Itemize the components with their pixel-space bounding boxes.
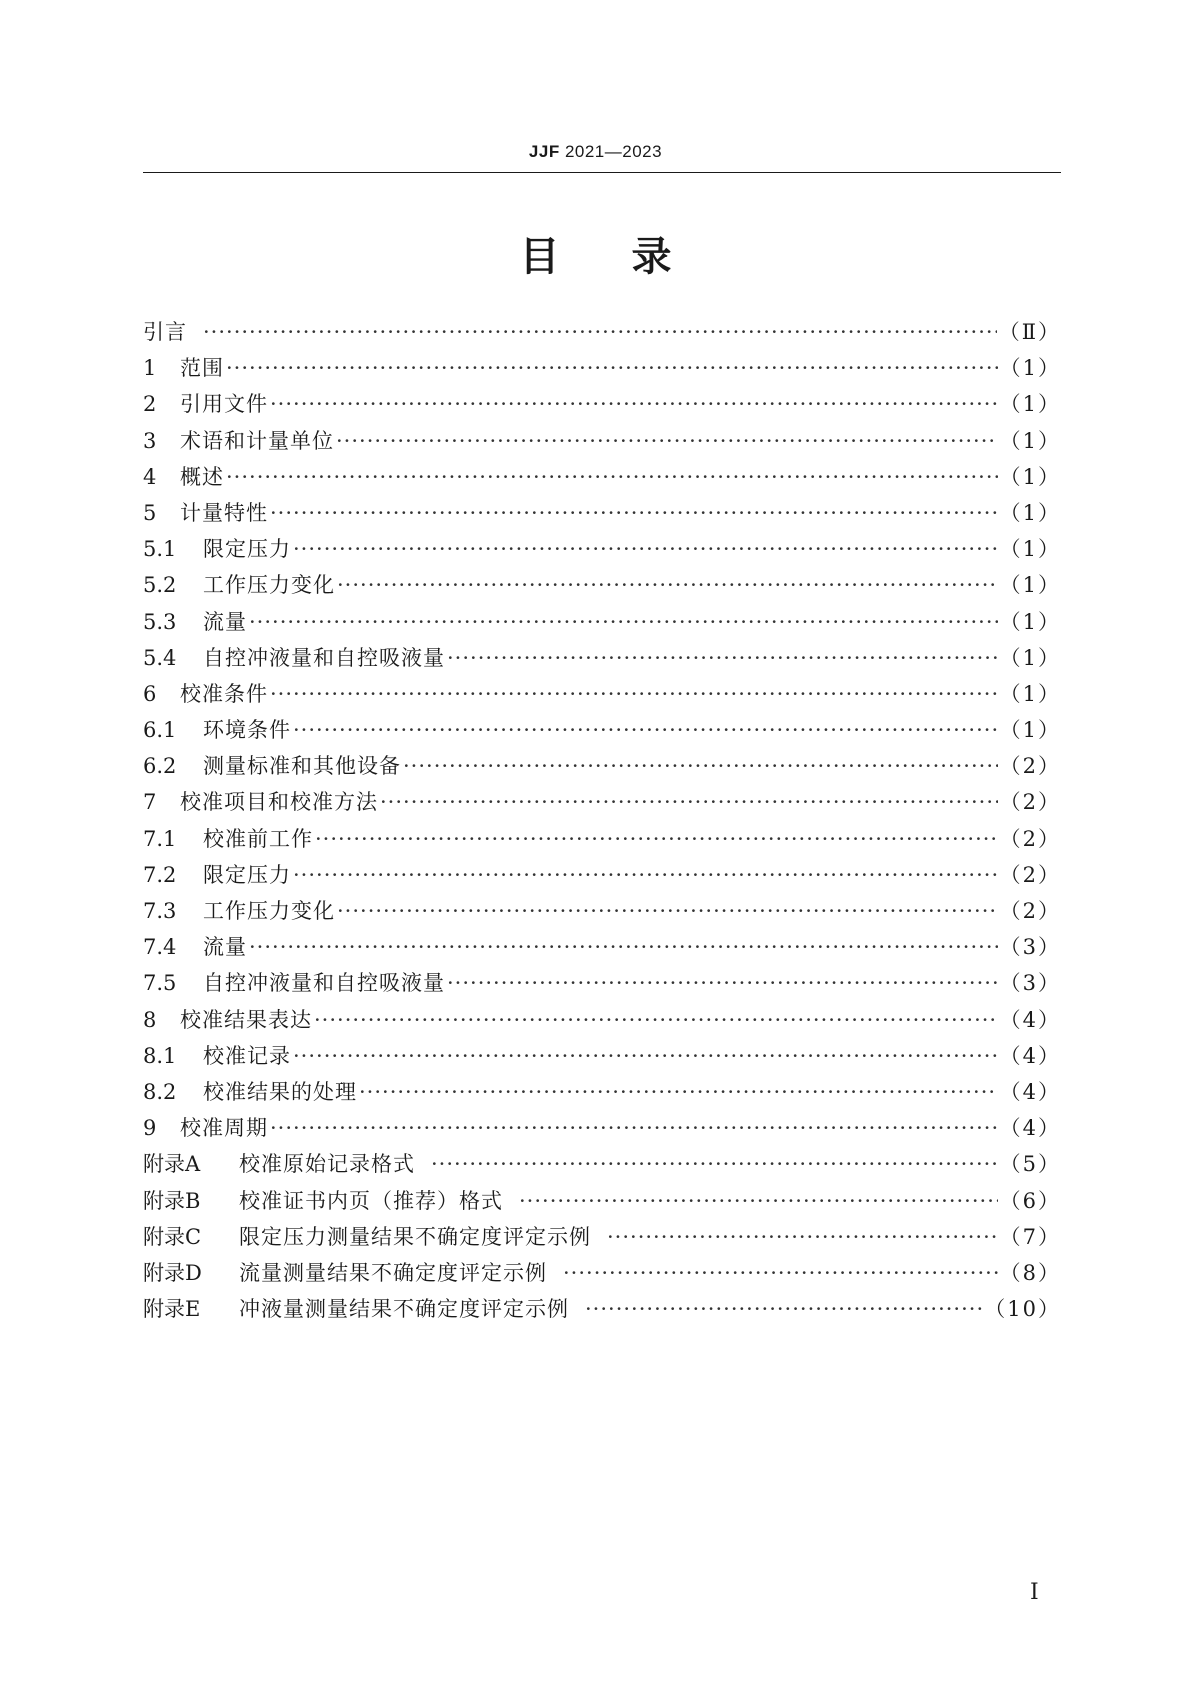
toc-entry-title: 校准证书内页（推荐）格式: [239, 1188, 503, 1213]
toc-entry[interactable]: [143, 388, 1061, 424]
toc-entry-title: 测量标准和其他设备: [203, 754, 401, 779]
toc-entry-page: （5）: [999, 1152, 1061, 1177]
toc-entry-number: 附录C: [143, 1224, 202, 1249]
toc-leader-dots: [431, 1152, 998, 1176]
toc-entry-page: （1）: [999, 718, 1061, 743]
toc-entry-page: （2）: [999, 754, 1061, 779]
toc-entry-page: （2）: [999, 862, 1061, 887]
toc-entry-title: 校准周期: [180, 1116, 268, 1141]
toc-entry-title: 术语和计量单位: [180, 428, 334, 453]
toc-entry-page: （1）: [999, 500, 1061, 525]
toc-entry-page: （1）: [999, 609, 1061, 634]
toc-entry[interactable]: [143, 967, 1061, 1003]
toc-entry-title: 校准结果的处理: [203, 1079, 357, 1104]
toc-entry-page: （1）: [999, 681, 1061, 706]
toc-entry-number: 8: [143, 1007, 157, 1032]
toc-entry-number: 7.4: [143, 935, 177, 960]
toc-entry-title: 校准条件: [180, 681, 268, 706]
toc-entry-page: （2）: [999, 899, 1061, 923]
toc-entry-title: 范围: [180, 356, 224, 381]
toc-entry-page: （7）: [999, 1224, 1061, 1249]
toc-entry-number: 5.2: [143, 573, 177, 598]
toc-entry[interactable]: [143, 1112, 1061, 1148]
toc-entry[interactable]: [143, 425, 1061, 461]
toc-entry[interactable]: [143, 352, 1061, 388]
toc-entry[interactable]: [143, 895, 1061, 931]
toc-entry-title: 流量: [203, 935, 247, 960]
toc-leader-dots: [607, 1225, 998, 1249]
toc-entry[interactable]: [143, 750, 1061, 786]
toc-leader-dots: [293, 863, 998, 887]
toc-entry[interactable]: [143, 1148, 1061, 1184]
toc-entry-number: 5.1: [143, 537, 177, 562]
toc-leader-dots: [315, 827, 998, 851]
toc-entry-page: （1）: [999, 464, 1061, 489]
toc-entry-title: 校准前工作: [203, 826, 313, 851]
toc-entry-number: 7.5: [143, 971, 177, 996]
toc-entry-page: （1）: [999, 645, 1061, 670]
toc-entry-page: （3）: [999, 935, 1061, 960]
toc-entry-title: 自控冲液量和自控吸液量: [203, 645, 445, 670]
toc-entry-title: 计量特性: [180, 500, 268, 525]
toc-entry[interactable]: [143, 678, 1061, 714]
toc-entry-page: （1）: [999, 573, 1061, 598]
standard-code: JJF: [528, 142, 560, 161]
toc-leader-dots: [337, 573, 998, 597]
toc-entry-title: 校准原始记录格式: [239, 1152, 415, 1177]
toc-entry-number: 附录A: [143, 1152, 201, 1177]
header-rule: [143, 172, 1061, 173]
toc-entry-title: 校准记录: [203, 1043, 291, 1068]
toc-entry-page: （1）: [999, 356, 1061, 381]
toc-entry[interactable]: [143, 1185, 1061, 1221]
toc-entry-title: 限定压力: [203, 537, 291, 562]
toc-entry-number: 9: [143, 1116, 157, 1141]
toc-leader-dots: [293, 1044, 998, 1068]
toc-entry-page: （4）: [999, 1116, 1061, 1141]
toc-entry-title: 环境条件: [203, 718, 291, 743]
toc-entry-number: 7.3: [143, 899, 177, 923]
toc-leader-dots: [249, 610, 998, 634]
toc-leader-dots: [337, 899, 998, 923]
toc-leader-dots: [403, 754, 998, 778]
toc-entry-page: （8）: [999, 1260, 1061, 1285]
toc-entry[interactable]: [143, 606, 1061, 642]
toc-entry[interactable]: [143, 1040, 1061, 1076]
toc-entry[interactable]: [143, 497, 1061, 533]
toc-entry[interactable]: [143, 786, 1061, 822]
toc-entry[interactable]: [143, 461, 1061, 497]
toc-entry-page: （6）: [999, 1188, 1061, 1213]
toc-leader-dots: [203, 320, 997, 344]
toc-entry-number: 6.1: [143, 718, 177, 743]
toc-leader-dots: [380, 790, 998, 814]
toc-entry-number: 附录E: [143, 1297, 201, 1322]
toc-leader-dots: [293, 537, 998, 561]
toc-entry[interactable]: [143, 1257, 1061, 1293]
toc-entry-page: （1）: [999, 392, 1061, 417]
toc-entry[interactable]: [143, 642, 1061, 678]
toc-leader-dots: [270, 682, 998, 706]
toc-entry-title: 工作压力变化: [203, 573, 335, 598]
toc-entry-number: 6: [143, 681, 157, 706]
toc-entry-page: （4）: [999, 1043, 1061, 1068]
toc-entry-title: 校准项目和校准方法: [180, 790, 378, 815]
toc-entry-number: 7.1: [143, 826, 177, 851]
toc-entry-number: 8.2: [143, 1079, 177, 1104]
toc-entry-title: 引用文件: [180, 392, 268, 417]
toc-leader-dots: [519, 1189, 998, 1213]
toc-entry-title: 自控冲液量和自控吸液量: [203, 971, 445, 996]
toc-entry-page: （10）: [984, 1297, 1061, 1322]
toc-entry-number: 2: [143, 392, 157, 417]
toc-leader-dots: [359, 1080, 998, 1104]
toc-entry-number: 附录B: [143, 1188, 201, 1213]
standard-number: 2021—2023: [564, 142, 663, 161]
toc-leader-dots: [336, 429, 998, 453]
toc-leader-dots: [270, 1116, 998, 1140]
toc-entry-title: 校准结果表达: [180, 1007, 312, 1032]
page-number: Ⅰ: [1030, 1580, 1039, 1605]
toc-entry-number: 4: [143, 464, 157, 489]
toc-entry-number: 8.1: [143, 1043, 177, 1068]
toc-leader-dots: [293, 718, 998, 742]
toc-entry[interactable]: [143, 1076, 1061, 1112]
toc-leader-dots: [270, 392, 998, 416]
toc-entry-number: 3: [143, 428, 157, 453]
toc-entry[interactable]: [143, 316, 1061, 352]
toc-leader-dots: [270, 501, 998, 525]
toc-entry-number: 附录D: [143, 1260, 202, 1285]
toc-entry-title: 工作压力变化: [203, 899, 335, 923]
toc-entry[interactable]: [143, 533, 1061, 569]
toc-entry-title: 流量测量结果不确定度评定示例: [239, 1260, 547, 1285]
toc-entry-page: （2）: [999, 826, 1061, 851]
toc-leader-dots: [226, 465, 998, 489]
toc-entry-number: 5.4: [143, 645, 177, 670]
toc-entry-page: （2）: [999, 790, 1061, 815]
toc-leader-dots: [314, 1008, 998, 1032]
toc-entry-page: （Ⅱ）: [998, 320, 1061, 344]
toc-entry-page: （4）: [999, 1007, 1061, 1032]
toc-leader-dots: [226, 356, 998, 380]
toc-entry-number: 6.2: [143, 754, 177, 779]
toc-entry-number: 7: [143, 790, 157, 815]
toc-entry[interactable]: [143, 1221, 1061, 1257]
toc-leader-dots: [585, 1297, 982, 1321]
toc-entry-number: 1: [143, 356, 157, 381]
toc-leader-dots: [563, 1261, 998, 1285]
toc-entry-title: 概述: [180, 464, 224, 489]
toc-entry-page: （3）: [999, 971, 1061, 996]
toc-entry-title: 冲液量测量结果不确定度评定示例: [239, 1297, 569, 1322]
toc-entry-number: 5: [143, 500, 157, 525]
toc-entry[interactable]: [143, 823, 1061, 859]
toc-entry-page: （1）: [999, 428, 1061, 453]
toc-leader-dots: [447, 971, 998, 995]
running-header: [0, 142, 1191, 162]
table-of-contents: [143, 316, 1061, 1329]
toc-entry-title: 引言: [143, 320, 187, 344]
toc-entry[interactable]: [143, 931, 1061, 967]
toc-entry[interactable]: [143, 1004, 1061, 1040]
toc-entry-title: 流量: [203, 609, 247, 634]
toc-entry-number: 7.2: [143, 862, 177, 887]
toc-leader-dots: [447, 646, 998, 670]
toc-leader-dots: [249, 935, 998, 959]
toc-entry-title: 限定压力测量结果不确定度评定示例: [239, 1224, 591, 1249]
page-title: 目录: [519, 234, 744, 280]
toc-entry-title: 限定压力: [203, 862, 291, 887]
toc-entry[interactable]: [143, 714, 1061, 750]
toc-entry-number: 5.3: [143, 609, 177, 634]
toc-entry[interactable]: [143, 1293, 1061, 1329]
toc-entry[interactable]: [143, 569, 1061, 605]
toc-entry[interactable]: [143, 859, 1061, 895]
toc-entry-page: （1）: [999, 537, 1061, 562]
toc-entry-page: （4）: [999, 1079, 1061, 1104]
